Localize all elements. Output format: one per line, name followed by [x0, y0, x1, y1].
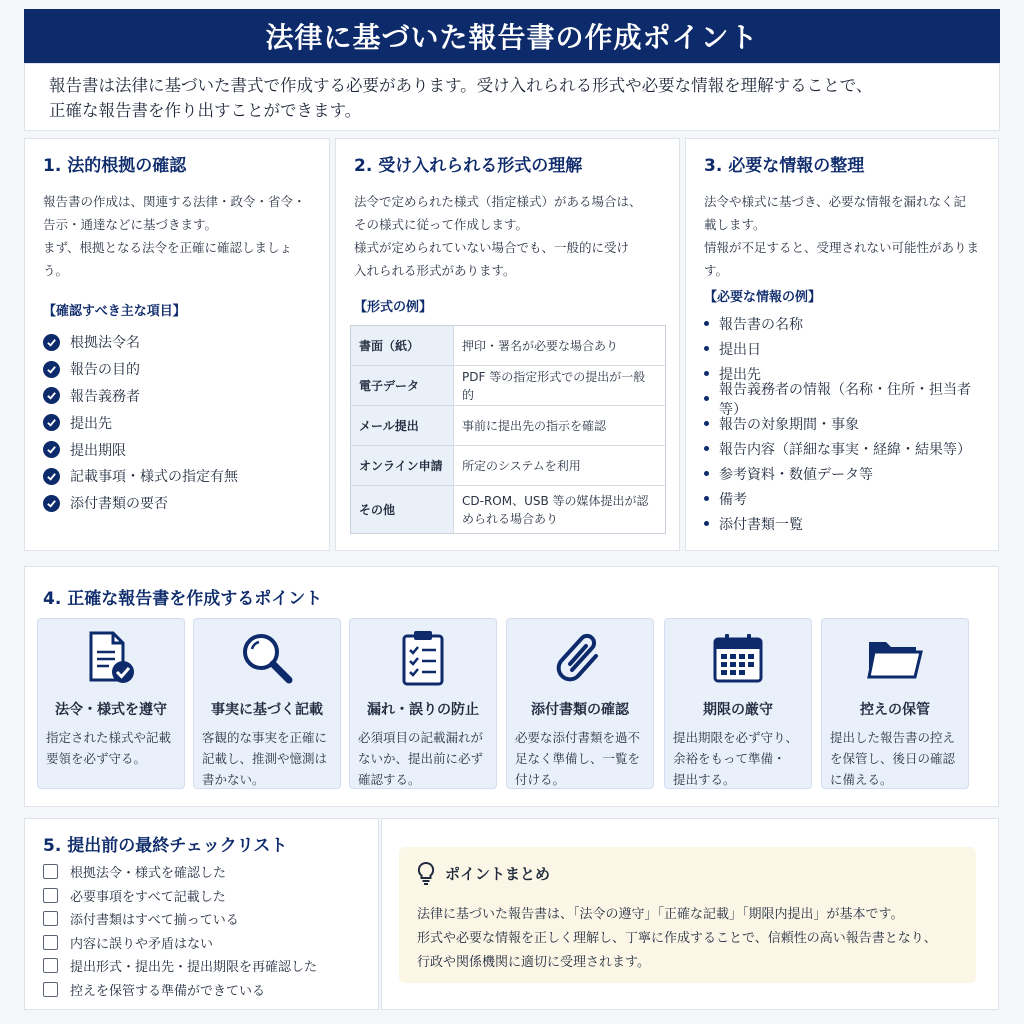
- section-accepted-formats: [335, 138, 680, 551]
- point-title: 控えの保管: [860, 702, 930, 718]
- folder-icon: [830, 627, 960, 689]
- text-line: 必要な添付書類を過不: [515, 730, 641, 745]
- lightbulb-icon: [417, 861, 435, 885]
- point-card: [37, 618, 185, 789]
- bullet-icon: [704, 396, 709, 401]
- item-label: 提出先: [70, 415, 112, 432]
- list-item: [704, 336, 980, 361]
- text-line: 様式が定められていない場合でも、一般的に受け: [354, 240, 630, 255]
- summary-box: [399, 847, 976, 983]
- check-items-list: [43, 329, 311, 517]
- format-key: 書面（紙）: [351, 326, 454, 366]
- calendar-icon: [673, 627, 803, 689]
- text-line: 要領を必ず守る。: [46, 751, 147, 766]
- checkbox[interactable]: [43, 864, 58, 879]
- item-label: 提出期限: [70, 442, 126, 459]
- section-final-checklist: [24, 818, 379, 1010]
- required-info-list: [704, 311, 980, 536]
- checklist-item[interactable]: [43, 907, 360, 931]
- text-line: に備える。: [830, 772, 893, 787]
- item-label: 添付書類一覧: [719, 516, 803, 533]
- point-text: [202, 727, 332, 790]
- text-line: 形式や必要な情報を正しく理解し、丁寧に作成することで、信頼性の高い報告書となり、: [417, 931, 937, 946]
- format-table: [350, 325, 666, 534]
- text-line: 記載し、推測や憶測は: [202, 751, 328, 766]
- point-card: [506, 618, 654, 789]
- summary-text: [417, 903, 958, 975]
- magnifier-icon: [202, 627, 332, 689]
- point-text: [358, 727, 488, 790]
- intro-line: 正確な報告書を作り出すことができます。: [49, 101, 362, 120]
- item-label: 報告義務者の情報（名称・住所・担当者等）: [719, 381, 971, 418]
- format-key: 電子データ: [351, 366, 454, 406]
- point-title: 添付書類の確認: [531, 702, 629, 718]
- text-line: 法令で定められた様式（指定様式）がある場合は、: [354, 194, 642, 209]
- list-item: [43, 356, 311, 383]
- item-label: 提出先: [719, 366, 761, 383]
- point-title: 事実に基づく記載: [211, 702, 323, 718]
- check-circle-icon: [43, 441, 60, 458]
- intro-box: [24, 63, 1000, 131]
- summary-title: ポイントまとめ: [445, 864, 551, 883]
- format-value: CD-ROM、USB 等の媒体提出が認められる場合あり: [454, 486, 666, 534]
- bullet-icon: [704, 521, 709, 526]
- check-circle-icon: [43, 495, 60, 512]
- text-line: 余裕をもって準備・: [673, 751, 786, 766]
- item-label: 提出日: [719, 341, 761, 358]
- checkbox[interactable]: [43, 982, 58, 997]
- checklist-item[interactable]: [43, 860, 360, 884]
- document-check-icon: [46, 627, 176, 689]
- text-line: その様式に従って作成します。: [354, 217, 529, 232]
- table-row: [351, 446, 666, 486]
- format-value: 所定のシステムを利用: [454, 446, 666, 486]
- section-description: [704, 190, 980, 282]
- checkbox[interactable]: [43, 888, 58, 903]
- item-label: 報告内容（詳細な事実・経緯・結果等）: [719, 441, 971, 458]
- text-line: 行政や関係機関に適切に受理されます。: [417, 955, 650, 970]
- item-label: 報告の目的: [70, 362, 140, 379]
- checklist-item[interactable]: [43, 978, 360, 1002]
- list-item: [704, 436, 980, 461]
- text-line: 指定された様式や記載: [46, 730, 172, 745]
- text-line: 確認する。: [358, 772, 421, 787]
- point-card: [821, 618, 969, 789]
- text-line: 報告書の作成は、関連する法律・政令・省令・: [43, 194, 306, 209]
- item-label: 必要事項をすべて記載した: [70, 889, 226, 905]
- text-line: まず、根拠となる法令を正確に確認しましょう。: [43, 240, 293, 278]
- section-title: 5. 提出前の最終チェックリスト: [43, 836, 288, 856]
- final-checklist: [43, 860, 360, 1001]
- list-item: [704, 311, 980, 336]
- text-line: 提出した報告書の控え: [830, 730, 956, 745]
- checklist-item[interactable]: [43, 931, 360, 955]
- checklist-clipboard-icon: [358, 627, 488, 689]
- text-line: 足なく準備し、一覧を: [515, 751, 641, 766]
- point-title: 漏れ・誤りの防止: [367, 702, 479, 718]
- text-line: 載します。: [704, 217, 766, 232]
- bullet-icon: [704, 321, 709, 326]
- text-line: 書かない。: [202, 772, 265, 787]
- section-required-info: [685, 138, 999, 551]
- text-line: ないか、提出前に必ず: [358, 751, 484, 766]
- format-key: その他: [351, 486, 454, 534]
- bullet-icon: [704, 446, 709, 451]
- table-row: [351, 366, 666, 406]
- text-line: を保管し、後日の確認: [830, 751, 956, 766]
- point-text: [515, 727, 645, 790]
- list-item: [43, 463, 311, 490]
- list-item: [704, 486, 980, 511]
- text-line: 客観的な事実を正確に: [202, 730, 328, 745]
- table-row: [351, 406, 666, 446]
- section-title: 1. 法的根拠の確認: [43, 156, 187, 176]
- section-title: 4. 正確な報告書を作成するポイント: [43, 589, 323, 609]
- summary-heading: [417, 861, 958, 885]
- checklist-item[interactable]: [43, 884, 360, 908]
- paperclip-icon: [515, 627, 645, 689]
- text-line: 入れられる形式があります。: [354, 263, 516, 278]
- text-line: 法律に基づいた報告書は、「法令の遵守」「正確な記載」「期限内提出」が基本です。: [417, 907, 904, 922]
- section-legal-basis: [24, 138, 330, 551]
- list-item: [704, 511, 980, 536]
- check-circle-icon: [43, 387, 60, 404]
- section-title: 2. 受け入れられる形式の理解: [354, 156, 583, 176]
- checkbox[interactable]: [43, 958, 58, 973]
- point-text: [46, 727, 176, 769]
- text-line: 必須項目の記載漏れが: [358, 730, 484, 745]
- table-row: [351, 326, 666, 366]
- page-title: 法律に基づいた報告書の作成ポイント: [24, 9, 1000, 63]
- list-item: [43, 490, 311, 517]
- point-card: [349, 618, 497, 789]
- sub-label: 【確認すべき主な項目】: [43, 304, 186, 319]
- table-row: [351, 486, 666, 534]
- item-label: 備考: [719, 491, 747, 508]
- check-circle-icon: [43, 468, 60, 485]
- item-label: 参考資料・数値データ等: [719, 466, 873, 483]
- bullet-icon: [704, 346, 709, 351]
- item-label: 報告書の名称: [719, 316, 803, 333]
- sub-label: 【形式の例】: [354, 300, 433, 315]
- intro-line: 報告書は法律に基づいた書式で作成する必要があります。受け入れられる形式や必要な情報を理解することで、: [49, 76, 873, 95]
- list-item: [704, 461, 980, 486]
- section-description: [350, 190, 665, 282]
- check-circle-icon: [43, 361, 60, 378]
- section-title: 3. 必要な情報の整理: [704, 156, 865, 176]
- point-title: 期限の厳守: [703, 702, 773, 718]
- point-title: 法令・様式を遵守: [55, 702, 167, 718]
- item-label: 控えを保管する準備ができている: [70, 983, 266, 999]
- text-line: 提出する。: [673, 772, 736, 787]
- sub-label: 【必要な情報の例】: [704, 290, 822, 305]
- list-item: [43, 436, 311, 463]
- text-line: 告示・通達などに基づきます。: [43, 217, 218, 232]
- checklist-item[interactable]: [43, 954, 360, 978]
- text-line: 情報が不足すると、受理されない可能性がありま: [704, 240, 980, 255]
- point-card: [193, 618, 341, 789]
- item-label: 記載事項・様式の指定有無: [70, 469, 238, 486]
- item-label: 添付書類の要否: [70, 496, 168, 513]
- item-label: 報告の対象期間・事象: [719, 416, 859, 433]
- bullet-icon: [704, 471, 709, 476]
- checkbox[interactable]: [43, 911, 58, 926]
- format-value: 事前に提出先の指示を確認: [454, 406, 666, 446]
- checkbox[interactable]: [43, 935, 58, 950]
- text-line: 提出期限を必ず守り、: [673, 730, 799, 745]
- point-card: [664, 618, 812, 789]
- format-value: PDF 等の指定形式での提出が一般的: [454, 366, 666, 406]
- text-line: す。: [704, 263, 729, 278]
- item-label: 根拠法令名: [70, 335, 140, 352]
- check-circle-icon: [43, 334, 60, 351]
- text-line: 付ける。: [515, 772, 566, 787]
- list-item: [43, 329, 311, 356]
- point-text: [830, 727, 960, 790]
- list-item: [43, 409, 311, 436]
- bullet-icon: [704, 371, 709, 376]
- bullet-icon: [704, 421, 709, 426]
- list-item: [704, 381, 980, 418]
- format-key: メール提出: [351, 406, 454, 446]
- item-label: 報告義務者: [70, 388, 140, 405]
- list-item: [43, 383, 311, 410]
- item-label: 提出形式・提出先・提出期限を再確認した: [70, 960, 318, 976]
- item-label: 根拠法令・様式を確認した: [70, 866, 227, 882]
- item-label: 添付書類はすべて揃っている: [70, 913, 239, 929]
- text-line: 法令や様式に基づき、必要な情報を漏れなく記: [704, 194, 967, 209]
- point-text: [673, 727, 803, 790]
- format-value: 押印・署名が必要な場合あり: [462, 338, 619, 353]
- section-description: [43, 190, 311, 282]
- check-circle-icon: [43, 414, 60, 431]
- bullet-icon: [704, 496, 709, 501]
- item-label: 内容に誤りや矛盾はない: [70, 936, 214, 952]
- format-key: オンライン申請: [351, 446, 454, 486]
